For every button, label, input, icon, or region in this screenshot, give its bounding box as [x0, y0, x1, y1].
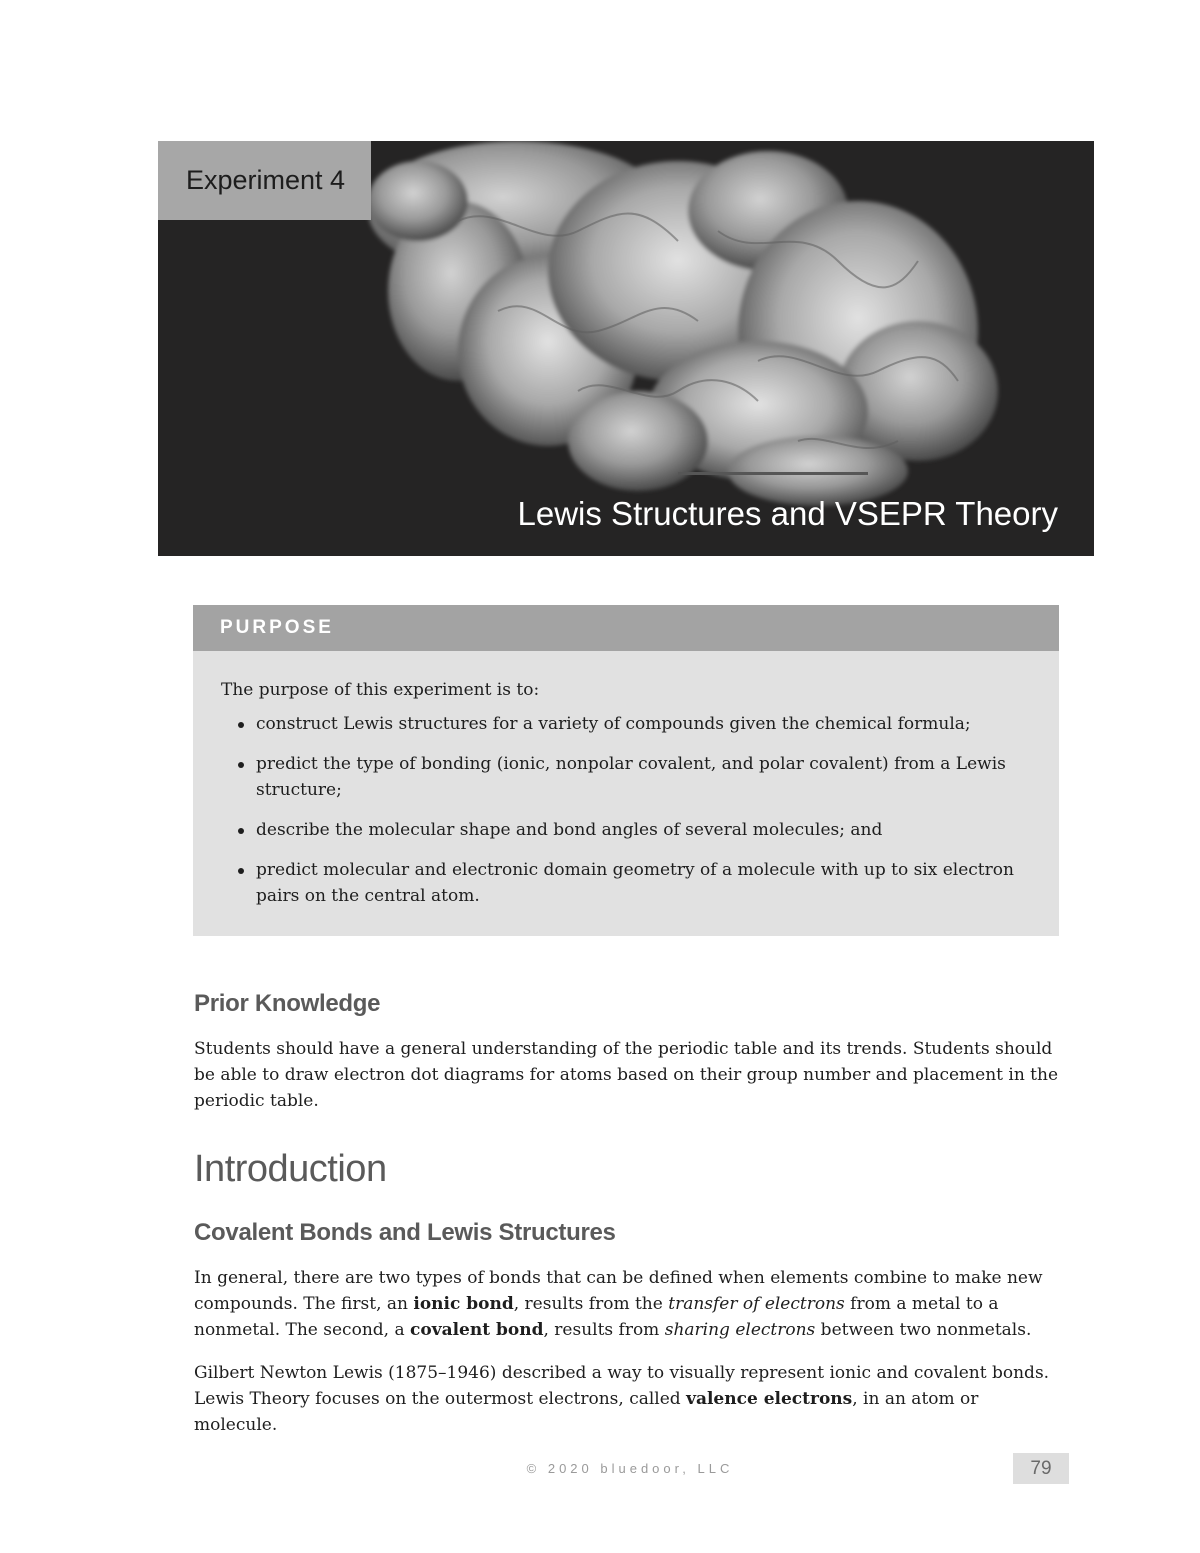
p2-text: Gilbert Newton Lewis (1875–1946) described a way to visually represent ionic and covalent bonds. Lewis Theory focuses on the outermost electrons, called — [194, 1363, 1050, 1409]
covalent-bond-term: covalent bond — [410, 1320, 544, 1340]
intro-paragraph-1 — [194, 1265, 1064, 1343]
bullet-icon — [238, 828, 244, 834]
purpose-item-text: predict molecular and electronic domain geometry of a molecule with up to six electron pairs on the central atom. — [256, 860, 1014, 906]
p1-text: between two nonmetals. — [815, 1320, 1032, 1340]
bullet-icon — [238, 722, 244, 728]
p2-text: , in an atom or molecule. — [194, 1389, 979, 1435]
purpose-body — [193, 651, 1059, 909]
p1-text: from a metal to a nonmetal. The second, a — [194, 1294, 999, 1340]
bullet-icon — [238, 868, 244, 874]
main-content — [194, 990, 1064, 1438]
title-strip — [678, 472, 868, 475]
purpose-item-text: construct Lewis structures for a variety of compounds given the chemical formula; — [256, 714, 971, 734]
copyright-footer: © 2020 bluedoor, LLC — [526, 1461, 734, 1476]
purpose-intro: The purpose of this experiment is to: — [221, 680, 540, 700]
header-banner — [158, 141, 1094, 556]
ionic-bond-term: ionic bond — [413, 1294, 514, 1314]
purpose-list — [221, 711, 1029, 909]
introduction-heading: Introduction — [194, 1148, 387, 1190]
purpose-item-text: describe the molecular shape and bond angles of several molecules; and — [256, 820, 883, 840]
purpose-item — [238, 817, 1029, 843]
p1-text: , results from the — [513, 1294, 669, 1314]
experiment-title: Lewis Structures and VSEPR Theory — [517, 495, 1058, 532]
purpose-item — [238, 711, 1029, 737]
prior-knowledge-text: Students should have a general understanding of the periodic table and its trends. Students should be able to draw electron dot diagrams for atoms based on their group number and placement in the periodic table. — [194, 1039, 1059, 1111]
p1-text: In general, there are two types of bonds that can be defined when elements combine to make new compounds. The first, an — [194, 1268, 1043, 1314]
experiment-label: Experiment 4 — [158, 141, 371, 220]
sharing-electrons-term: sharing electrons — [664, 1320, 816, 1340]
p1-text: , results from — [543, 1320, 665, 1340]
purpose-item — [238, 751, 1029, 803]
purpose-item-text: predict the type of bonding (ionic, nonpolar covalent, and polar covalent) from a Lewis structure; — [256, 754, 1006, 800]
covalent-bonds-heading: Covalent Bonds and Lewis Structures — [194, 1219, 616, 1246]
purpose-item — [238, 857, 1029, 909]
page-number: 79 — [1013, 1453, 1069, 1484]
purpose-heading: PURPOSE — [193, 605, 1059, 651]
valence-electrons-term: valence electrons — [686, 1389, 853, 1409]
bullet-icon — [238, 762, 244, 768]
purpose-box — [193, 605, 1059, 936]
prior-knowledge-heading: Prior Knowledge — [194, 990, 381, 1017]
intro-paragraph-2 — [194, 1360, 1064, 1438]
transfer-of-electrons-term: transfer of electrons — [668, 1294, 845, 1314]
